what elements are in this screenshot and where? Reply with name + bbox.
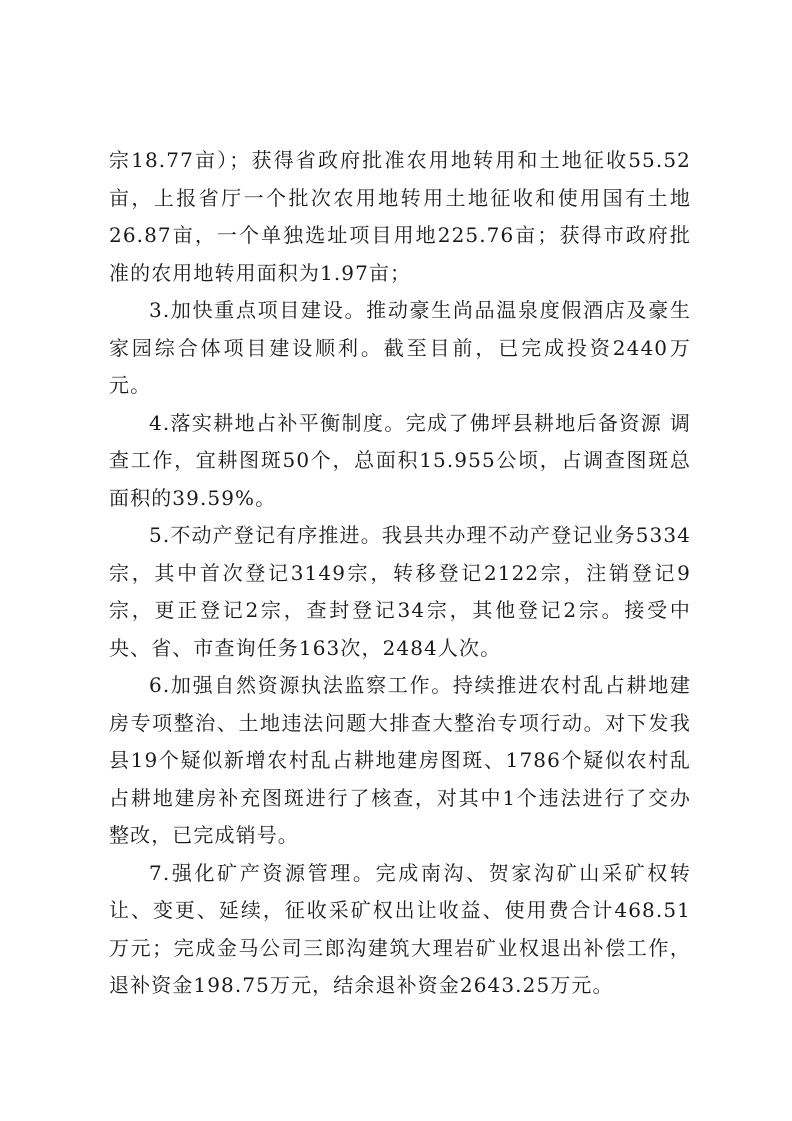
paragraph-law-enforcement: 6.加强自然资源执法监察工作。持续推进农村乱占耕地建房专项整治、土地违法问题大排查大整治专项行动。对下发我县19个疑似新增农村乱占耕地建房图斑、1786个疑似农村乱占耕地建房补充图斑进行了核查，对其中1个违法进行了交办整改，已完成销号。 (109, 673, 691, 847)
document-body (109, 142, 691, 1005)
paragraph-farmland-balance: 4.落实耕地占补平衡制度。完成了佛坪县耕地后备资源 调查工作，宜耕图斑50个，总面积15.955公顷，占调查图斑总面积的39.59%。 (109, 410, 691, 510)
paragraph-real-estate-registration: 5.不动产登记有序推进。我县共办理不动产登记业务5334宗，其中首次登记3149宗，转移登记2122宗，注销登记9宗，更正登记2宗，查封登记34宗，其他登记2宗。接受中央、省、市查询任务163次，2484人次。 (109, 523, 691, 660)
paragraph-key-projects: 3.加快重点项目建设。推动豪生尚品温泉度假酒店及豪生家园综合体项目建设顺利。截至目前，已完成投资2440万元。 (109, 298, 691, 397)
paragraph-land-approval-continued: 宗18.77亩）；获得省政府批准农用地转用和土地征收55.52亩，上报省厅一个批次农用地转用土地征收和使用国有土地26.87亩，一个单独选址项目用地225.76亩；获得市政府批准的农用地转用面积为1.97亩； (109, 148, 691, 285)
paragraph-mineral-resources: 7.强化矿产资源管理。完成南沟、贺家沟矿山采矿权转让、变更、延续，征收采矿权出让收益、使用费合计468.51万元；完成金马公司三郎沟建筑大理岩矿业权退出补偿工作，退补资金198.75万元，结余退补资金2643.25万元。 (109, 860, 691, 997)
